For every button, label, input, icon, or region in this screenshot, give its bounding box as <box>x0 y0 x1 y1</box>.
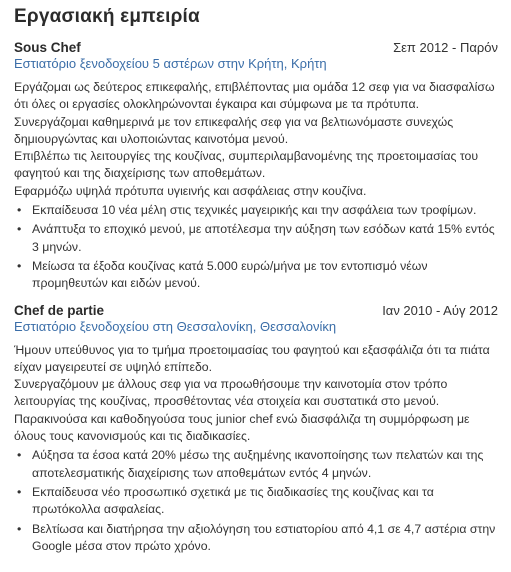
achievement-list <box>14 202 498 292</box>
bullet-icon: • <box>17 448 22 463</box>
job-header <box>14 303 498 318</box>
job-paragraph: Παρακινούσα και καθοδηγούσα τους junior chef ενώ διασφάλιζα τη συμμόρφωση με όλους τους κανονισμούς και τις διαδικασίες. <box>14 411 470 444</box>
bullet-icon: • <box>17 258 22 273</box>
job-paragraph: Εργάζομαι ως δεύτερος επικεφαλής, επιβλέποντας μια ομάδα 12 σεφ για να διασφαλίσω ότι όλες οι εργασίες ολοκληρώνονται έγκαιρα και σύμφωνα με τα πρότυπα. <box>14 80 495 112</box>
job-header <box>14 40 498 55</box>
bullet-icon: • <box>17 203 22 218</box>
achievement-item <box>14 484 498 519</box>
job-entry <box>14 40 498 293</box>
job-dates: Σεπ 2012 - Παρόν <box>393 40 498 55</box>
job-title: Chef de partie <box>14 302 105 318</box>
achievement-item <box>14 258 498 293</box>
job-description <box>14 342 498 556</box>
bullet-icon: • <box>17 521 22 536</box>
achievement-text: Εκπαίδευσα νέο προσωπικό σχετικά με τις διαδικασίες της κουζίνας και τα πρωτόκολλα ασφαλείας. <box>32 484 434 517</box>
job-entry <box>14 303 498 556</box>
achievement-text: Αύξησα τα έσοα κατά 20% μέσω της αυξημένης ικανοποίησης των πελατών και της αποτελεσματικής διαχείρισης των αποθεμάτων εντός 4 μηνών. <box>32 448 484 480</box>
achievement-item <box>14 202 498 219</box>
achievement-text: Εκπαίδευσα 10 νέα μέλη στις τεχνικές μαγειρικής και την ασφάλεια των τροφίμων. <box>32 203 477 218</box>
job-description <box>14 79 498 293</box>
experience-section <box>14 6 498 565</box>
job-employer: Εστιατόριο ξενοδοχείου 5 αστέρων στην Κρήτη, Κρήτη <box>14 56 327 71</box>
job-title: Sous Chef <box>14 40 81 55</box>
job-paragraph: Συνεργάζομαι καθημερινά με τον επικεφαλής σεφ για να βελτιωνόμαστε συνεχώς δημιουργώντας και υλοποιώντας καινοτόμα μενού. <box>14 114 454 146</box>
job-paragraph: Συνεργαζόμουν με άλλους σεφ για να προωθήσουμε την καινοτομία στον τρόπο λειτουργίας της κουζίνας, προσθέτοντας νέα στοιχεία και συστατικά στο μενού. <box>14 377 448 409</box>
job-paragraph: Εφαρμόζω υψηλά πρότυπα υγιεινής και ασφάλειας στην κουζίνα. <box>14 183 367 198</box>
job-dates: Ιαν 2010 - Αύγ 2012 <box>382 302 498 318</box>
achievement-item <box>14 447 498 482</box>
achievement-list <box>14 447 498 555</box>
job-employer: Εστιατόριο ξενοδοχείου στη Θεσσαλονίκη, Θεσσαλονίκη <box>14 318 337 334</box>
achievement-item <box>14 521 498 556</box>
achievement-text: Βελτίωσα και διατήρησα την αξιολόγηση του εστιατορίου από 4,1 σε 4,7 αστέρια στην Google μέσα στον πρώτο χρόνο. <box>32 521 496 553</box>
job-paragraph: Επιβλέπω τις λειτουργίες της κουζίνας, συμπεριλαμβανομένης της προετοιμασίας του φαγητού και της διαχείρισης των αποθεμάτων. <box>14 149 479 181</box>
achievement-item <box>14 221 498 256</box>
bullet-icon: • <box>17 484 22 499</box>
job-paragraph: Ήμουν υπεύθυνος για το τμήμα προετοιμασίας του φαγητού και εξασφάλιζα ότι τα πιάτα είχαν μαγειρευτεί σε υψηλό επίπεδο. <box>14 342 490 374</box>
achievement-text: Ανάπτυξα το εποχικό μενού, με αποτέλεσμα την αύξηση των εσόδων κατά 15% εντός 3 μηνών. <box>32 222 495 254</box>
section-title: Εργασιακή εμπειρία <box>14 6 200 27</box>
bullet-icon: • <box>17 222 22 237</box>
achievement-text: Μείωσα τα έξοδα κουζίνας κατά 5.000 ευρώ/μήνα με τον εντοπισμό νέων προμηθευτών και ειδών μενού. <box>32 258 428 291</box>
